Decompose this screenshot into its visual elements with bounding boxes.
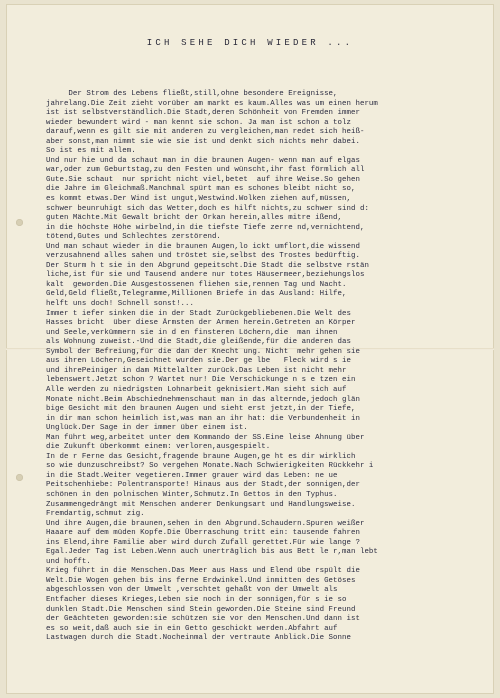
text-line: Man führt weg,arbeitet unter dem Kommando der SS.Eine leise Ahnung über — [46, 433, 365, 442]
text-line: abgeschlossen von der Umwelt ,verschtet gehaßt von der Umwelt als — [46, 586, 338, 595]
text-line: So ist es mit allem. — [46, 147, 136, 156]
document-title: ICH SEHE DICH WIEDER ... — [146, 38, 354, 48]
text-line: als Wohnung zuweist.-Und die Stadt,die gleißende,für die anderen das — [46, 338, 351, 347]
text-line: Immer t iefer sinken die in der Stadt Zurückgebliebenen.Die Welt des — [46, 309, 351, 318]
text-line: und ihrePeiniger in dam Mittelalter zurück.Das Leben ist nicht mehr — [46, 366, 347, 375]
text-line: Peitschenhiebe: Polentransporte! Hinaus aus der Stadt,der sonnigen,der — [46, 481, 360, 490]
text-line: verzusahnend alles sahen und tröstet sie,selbst des Trostes bedürftig. — [46, 252, 360, 261]
text-line: lebenswert.Jetzt schon ? Wartet nur! Die Verschickunge n s e tzen ein — [46, 376, 356, 385]
text-line: war,oder zum Geburtstag,zu den Festen und wünscht,ihr fast förmlich all — [46, 166, 365, 175]
text-line: Lastwagen durch die Stadt.Nocheinmal der vertraute Anblick.Die Sonne — [46, 634, 351, 643]
typewritten-page — [6, 4, 494, 694]
text-line: helft uns doch! Schnell sonst!... — [46, 300, 195, 309]
text-line: so wie dunzuschreibst? So vergehen Monate.Nach Schwierigkeiten Rückkehr i — [46, 462, 374, 471]
text-line: Egal.Jeder Tag ist Leben.Wenn auch unerträglich bis aus Bett le r,man lebt — [46, 548, 378, 557]
text-line: Geld,Geld fließt,Telegramme,Millionen Briefe in das Ausland: Hilfe, — [46, 290, 347, 299]
text-line: bige Gesicht mit den braunen Augen und sieht erst jetzt,in der Tiefe, — [46, 405, 356, 414]
text-line: die Jahre im Gleichmaß.Manchmal spürt man es schones bleibt nicht so, — [46, 185, 356, 194]
text-line: Welt.Die Wogen gehen bis ins ferne Erdwinkel.Und inmitten des Getöses — [46, 576, 356, 585]
punch-holes — [16, 4, 26, 694]
text-line: in dir man schon heimlich ist,was man an ihr hat: die Verbundenheit in — [46, 414, 360, 423]
text-line: ist ist selbstverständlich.Die Stadt,deren Schönheit von Fremden immer — [46, 109, 360, 118]
text-line: wieder bewundert wird - man kennt sie schon. Ja man ist schon a tolz — [46, 118, 351, 127]
text-line: die Zukunft überkommt einem: verloren,ausgespielt. — [46, 443, 271, 452]
text-line: Zusammengedrängt mit Menschen anderer Denkungsart und Handlungsweise. — [46, 500, 356, 509]
text-line: und hofft. — [46, 557, 91, 566]
text-line: in die höchste Höhe wirbelnd,in die tiefste Tiefe zerre nd,vernichtend, — [46, 223, 365, 232]
text-line: aber sonst,man nimmt sie wie sie ist und denkt sich nichts mehr dabei. — [46, 137, 360, 146]
text-line: in die Stadt.Weiter vegetieren.Immer grauer wird das Leben: ne ue — [46, 471, 338, 480]
text-line: Entfacher dieses Krieges,Leben sie noch in der sonnigen,für s ie so — [46, 595, 347, 604]
text-line: schönen in den polnischen Winter,Schmutz.In Gettos in den Typhus. — [46, 490, 338, 499]
text-line: guten Mächte.Mit Gewalt bricht der Orkan herein,alles mitre ißend, — [46, 214, 343, 223]
text-line: tötend,Gutes und Schlechtes zerstörend. — [46, 233, 221, 242]
text-line: Krieg führt in die Menschen.Das Meer aus Hass und Elend übe rspült die — [46, 567, 360, 576]
text-line: jahrelang.Die Zeit zieht vorüber am markt es kaum.Alles was um einen herum — [46, 99, 378, 108]
text-line: Hasses bricht über diese Ärmsten der Armen herein.Getreten an Körper — [46, 319, 356, 328]
text-line: es kommt etwas.Der Wind ist ungut,Westwind.Wolken ziehen auf,müssen, — [46, 195, 351, 204]
text-line: Und nur hie und da schaut man in die braunen Augen- wenn man auf elgas — [46, 156, 360, 165]
text-line: Unglück.Der Sage in der immer über einem ist. — [46, 424, 248, 433]
text-line: Und man schaut wieder in die braunen Augen,lo ickt umflort,die wissend — [46, 242, 360, 251]
text-line: darauf,wenn es gilt sie mit anderen zu vergleichen,man redet sich heiß- — [46, 128, 365, 137]
text-line: kalt geworden.Die Ausgestossenen fliehen sie,rennen Tag und Nacht. — [46, 280, 347, 289]
punch-hole — [16, 474, 23, 481]
text-line: es so weit,daß auch sie in ein Getto geschickt werden.Abfahrt auf — [46, 624, 338, 633]
text-line: aus ihren Löchern,Geseichnet wurden sie.Der ge lbe Fleck wird s ie — [46, 357, 351, 366]
text-line: Gute.Sie schaut nur spricht nicht viel,betet auf ihre Weise.So gehen — [46, 175, 360, 184]
text-line: Symbol der Befreiung,für die dan der Knecht ung. Nicht mehr gehen sie — [46, 347, 360, 356]
document-body — [46, 90, 486, 644]
text-line: der Geächteten geworden:sie schützen sie vor den Menschen.Und dann ist — [46, 615, 360, 624]
text-line: ins Elend,ihre Familie aber wird durch Zufall gerettet.Für wie lange ? — [46, 538, 360, 547]
punch-hole — [16, 219, 23, 226]
text-line: und Seele,verkümmern sie in d en finsteren Löchern,die man ihnen — [46, 328, 338, 337]
text-line: Und ihre Augen,die braunen,sehen in den Abgrund.Schaudern.Spuren weißer — [46, 519, 365, 528]
text-line: In de r Ferne das Gesicht,fragende braune Augen,ge ht es dir wirklich — [46, 452, 356, 461]
text-line: schwer beunruhigt sich das Wetter,doch es hilft nichts,zu schwer sind d: — [46, 204, 369, 213]
text-line: Der Sturm h t sie in den Abgrund gepeitscht.Die Stadt die selbstve rstän — [46, 261, 369, 270]
text-line: liche,ist für sie und Tausend andere nur totes Häusermeer,beziehungslos — [46, 271, 365, 280]
text-line: Haaare auf dem müden Kopfe.Die Überraschung tritt ein: tausende fahren — [46, 529, 360, 538]
text-line: Alle werden zu niedrigsten Lohnarbeit geknisiert.Man sieht sich auf — [46, 385, 347, 394]
text-line: dunklen Stadt.Die Menschen sind Stein geworden.Die Steine sind Freund — [46, 605, 356, 614]
text-line: Der Strom des Lebens fließt,still,ohne besondere Ereignisse, — [46, 90, 338, 98]
text-line: Fremdartig,schmut zig. — [46, 510, 145, 519]
text-line: Monate nicht.Beim Abschiednehmenschaut man in das alternde,jedoch glän — [46, 395, 360, 404]
